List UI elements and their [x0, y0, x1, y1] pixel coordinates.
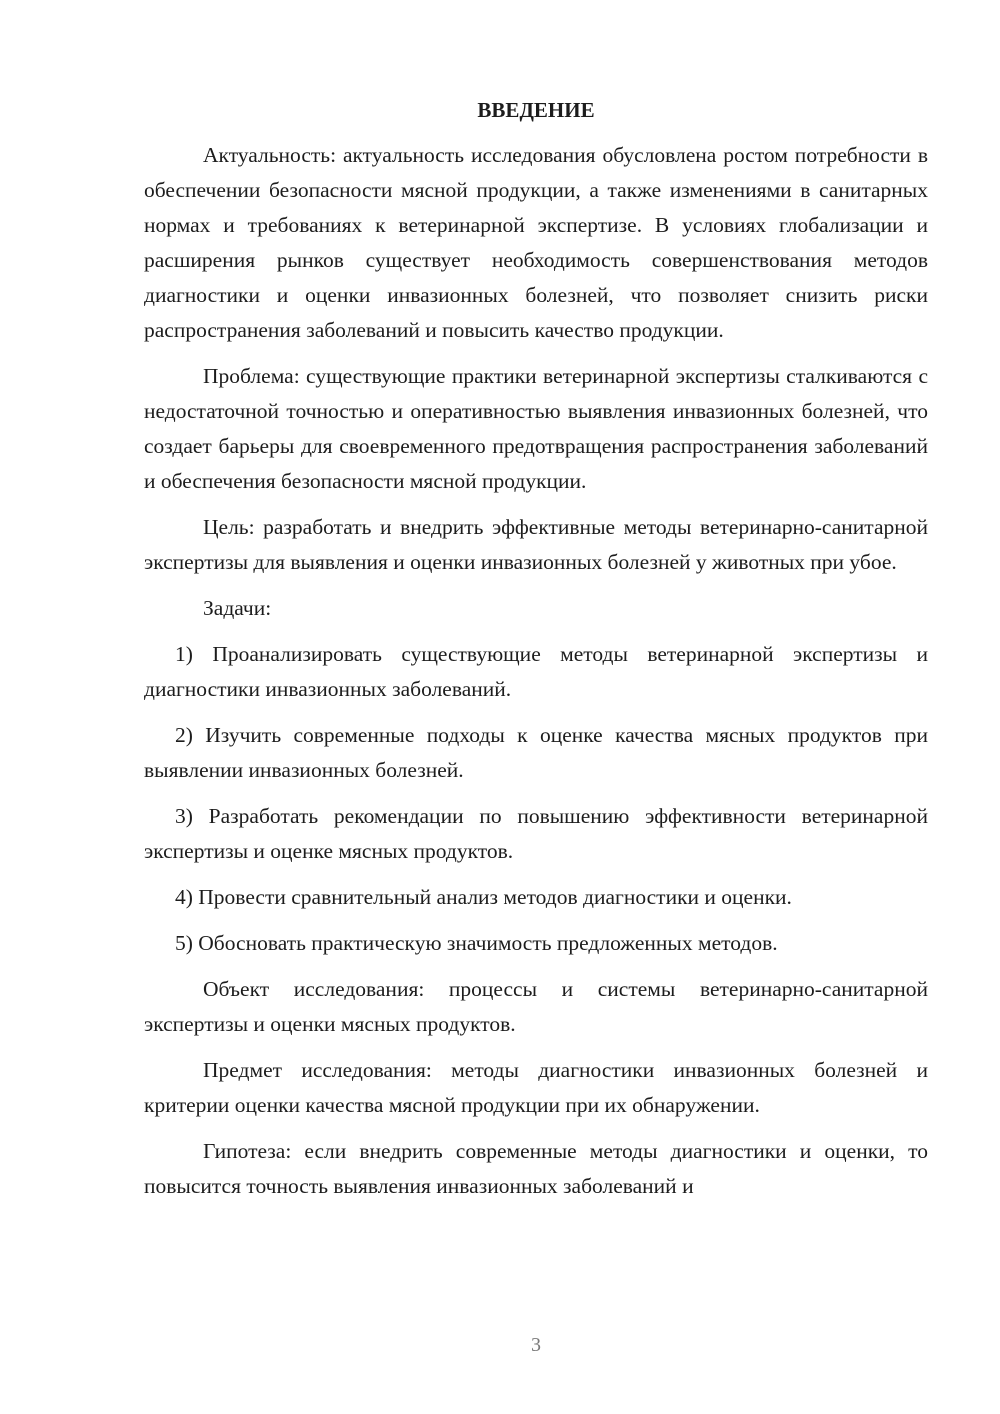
task-item-4: 4) Провести сравнительный анализ методов диагностики и оценки.: [175, 885, 792, 909]
section-title: ВВЕДЕНИЕ: [477, 98, 595, 122]
page-number: 3: [531, 1334, 541, 1356]
paragraph-tasks-heading: Задачи:: [203, 596, 272, 620]
task-item-3: 3) Разработать рекомендации по повышению эффективности ветеринарной экспертизы и оценке мясных продуктов.: [144, 804, 928, 863]
task-item-2: 2) Изучить современные подходы к оценке качества мясных продуктов при выявлении инвазионных болезней.: [144, 723, 928, 782]
page-content: [144, 95, 928, 1204]
paragraph-hypothesis: Гипотеза: если внедрить современные методы диагностики и оценки, то повысится точность выявления инвазионных заболеваний и: [144, 1139, 928, 1198]
task-item-5: 5) Обосновать практическую значимость предложенных методов.: [175, 931, 778, 955]
paragraph-relevance: Актуальность: актуальность исследования обусловлена ростом потребности в обеспечении безопасности мясной продукции, а также изменениями в санитарных нормах и требованиях к ветеринарной экспертизе. В условиях глобализации и расширения рынков существует необходимость совершенствования методов диагностики и оценки инвазионных болезней, что позволяет снизить риски распространения заболеваний и повысить качество продукции.: [144, 143, 928, 342]
paragraph-subject: Предмет исследования: методы диагностики инвазионных болезней и критерии оценки качества мясной продукции при их обнаружении.: [144, 1058, 928, 1117]
paragraph-goal: Цель: разработать и внедрить эффективные методы ветеринарно-санитарной экспертизы для выявления и оценки инвазионных болезней у животных при убое.: [144, 515, 928, 574]
task-item-1: 1) Проанализировать существующие методы ветеринарной экспертизы и диагностики инвазионных заболеваний.: [144, 642, 928, 701]
paragraph-object: Объект исследования: процессы и системы ветеринарно-санитарной экспертизы и оценки мясных продуктов.: [144, 977, 928, 1036]
paragraph-problem: Проблема: существующие практики ветеринарной экспертизы сталкиваются с недостаточной точностью и оперативностью выявления инвазионных болезней, что создает барьеры для своевременного предотвращения распространения заболеваний и обеспечения безопасности мясной продукции.: [144, 364, 928, 493]
